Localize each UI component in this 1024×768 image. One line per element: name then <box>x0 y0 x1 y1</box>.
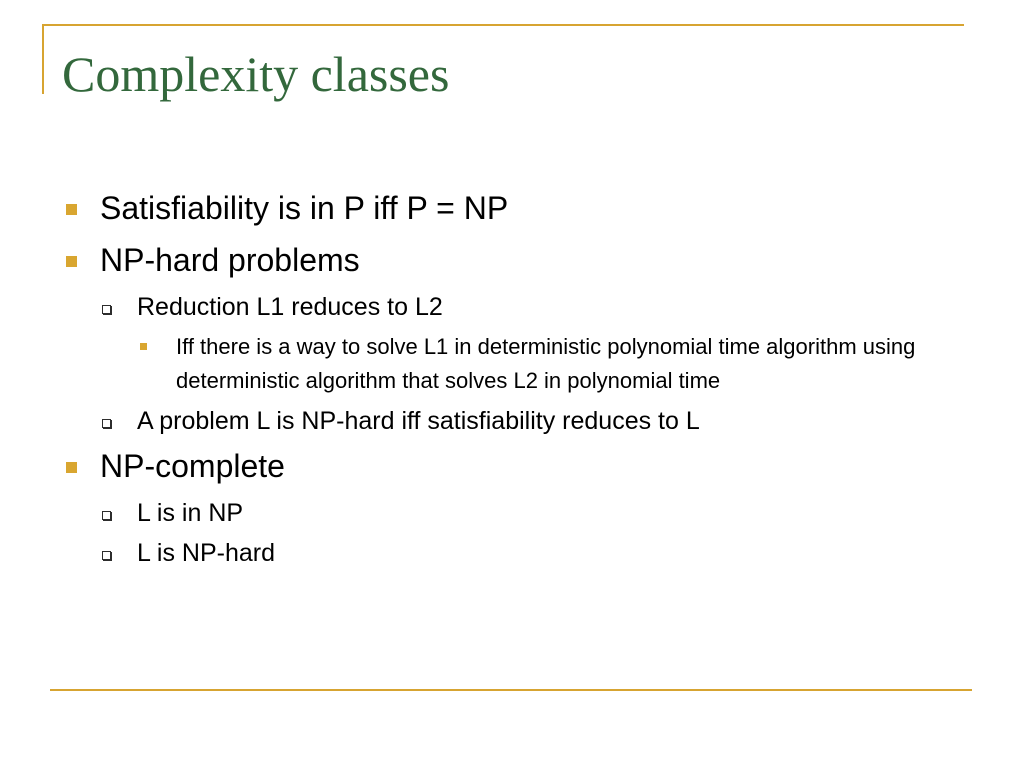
small-square-bullet-icon <box>140 343 147 350</box>
bullet-text: NP-complete <box>100 448 285 484</box>
sub-bullet-item <box>100 404 962 438</box>
frame-top-rule <box>42 24 964 26</box>
sub-bullet-item <box>100 536 962 570</box>
hollow-square-bullet-icon <box>102 305 111 314</box>
sub-bullet-item <box>100 496 962 530</box>
sub-sub-bullet-item <box>137 330 962 398</box>
sub-bullet-text: Reduction L1 reduces to L2 <box>137 293 443 321</box>
square-bullet-icon <box>66 256 77 267</box>
sub-bullet-item <box>100 290 962 324</box>
sub-bullet-text: L is NP-hard <box>137 539 276 567</box>
sub-bullet-text: A problem L is NP-hard iff satisfiability reduces to L <box>137 407 700 435</box>
hollow-square-bullet-icon <box>102 551 111 560</box>
square-bullet-icon <box>66 462 77 473</box>
slide-title: Complexity classes <box>62 46 450 102</box>
sub-bullet-text: L is in NP <box>137 499 244 527</box>
hollow-square-bullet-icon <box>102 419 111 428</box>
bullet-text: Satisfiability is in P iff P = NP <box>100 190 509 226</box>
frame-bottom-rule <box>50 689 972 691</box>
bullet-item <box>62 444 962 488</box>
bullet-item <box>62 238 962 282</box>
bullet-text: NP-hard problems <box>100 242 360 278</box>
square-bullet-icon <box>66 204 77 215</box>
hollow-square-bullet-icon <box>102 511 111 520</box>
bullet-item <box>62 186 962 230</box>
sub-sub-bullet-text: Iff there is a way to solve L1 in deterministic polynomial time algorithm using deterministic algorithm that solves L2 in polynomial time <box>176 334 916 393</box>
frame-vertical-rule <box>42 24 44 94</box>
bullet-list <box>62 186 962 576</box>
